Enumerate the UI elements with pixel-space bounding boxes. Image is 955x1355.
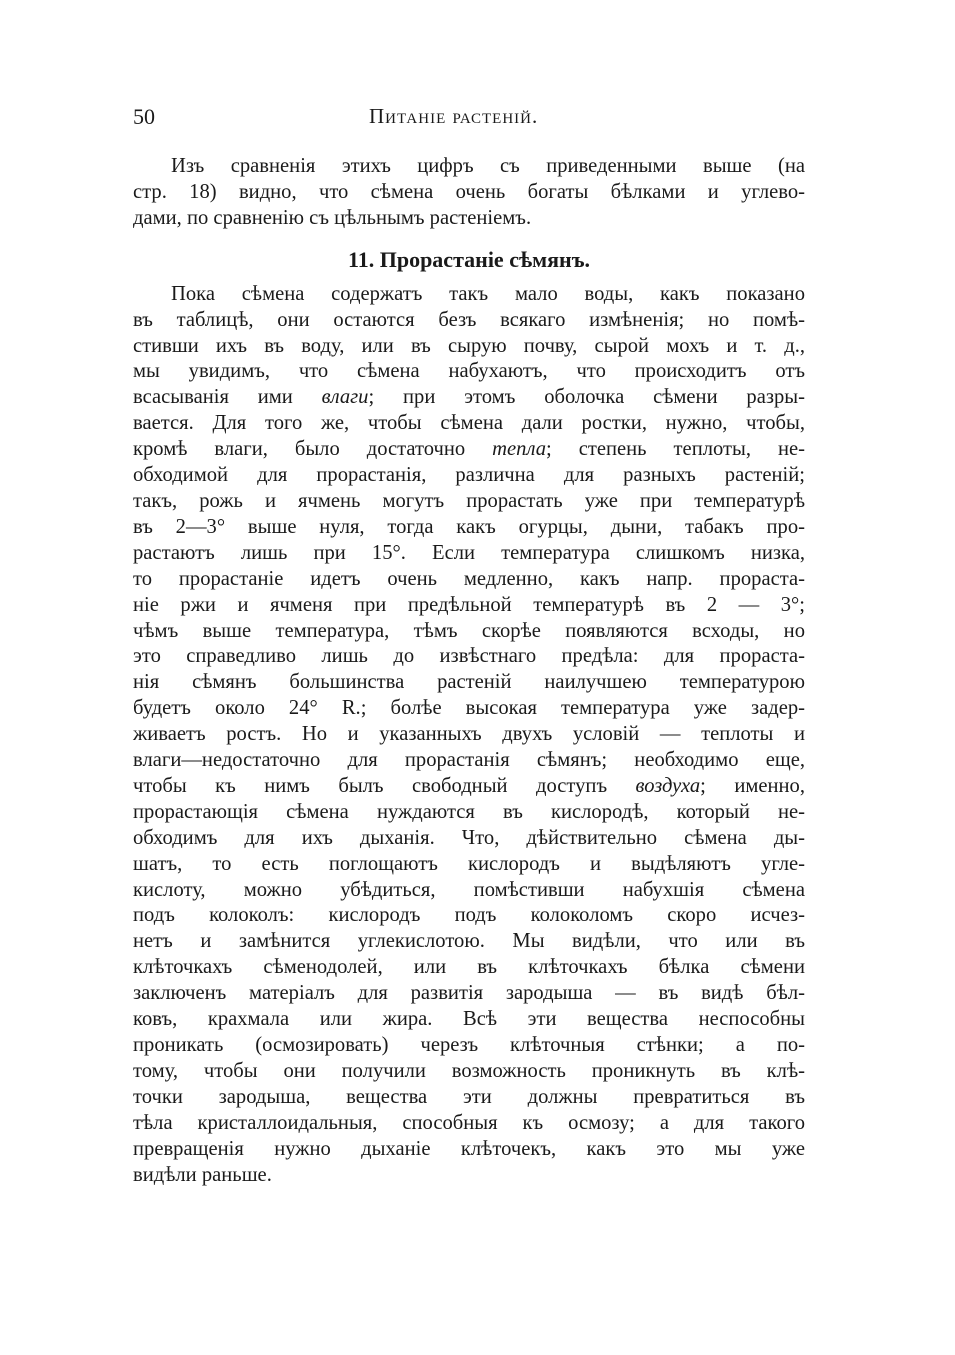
text-line: влаги—недостаточно для прорастанія сѣмянъ; необходимо еще,	[133, 749, 805, 772]
section-heading: 11. Прорастаніе сѣмянъ.	[347, 246, 591, 272]
text-line: такъ, рожь и ячмень могутъ прорастать уже при температурѣ	[133, 489, 805, 512]
text-line: обходимъ для ихъ дыханія. Что, дѣйствительно сѣмена ды-	[133, 826, 805, 849]
text-line: стр. 18) видно, что сѣмена очень богаты бѣлками и углево-	[133, 180, 805, 203]
text-line: всасыванія ими влаги; при этомъ оболочка сѣмени разры-	[133, 386, 805, 409]
text-line: Пока сѣмена содержатъ такъ мало воды, какъ показано	[171, 282, 805, 305]
text-line: заключенъ матеріалъ для развитія зародыша — въ видѣ бѣл-	[133, 982, 805, 1005]
text-line: растаютъ лишь при 15°. Если температура слишкомъ низка,	[133, 541, 805, 564]
text-line: ковъ, крахмала или жира. Всѣ эти вещества неспособны	[133, 1008, 805, 1031]
text-line: точки зародыша, вещества эти должны превратиться въ	[133, 1085, 805, 1108]
text-line: будетъ около 24° R.; болѣе высокая температура уже задер-	[133, 697, 805, 720]
text-line: нія сѣмянъ большинства растеній наилучшею температурою	[133, 671, 805, 694]
text-line: Изъ сравненія этихъ цифръ съ приведенными выше (на	[171, 155, 805, 177]
text-line: тому, чтобы они получили возможность проникнуть въ клѣ-	[133, 1059, 805, 1082]
text-line: чтобы къ нимъ былъ свободный доступъ воздуха; именно,	[133, 774, 805, 797]
text-line: стивши ихъ въ воду, или въ сырую почву, сырой мохъ и т. д.,	[133, 334, 805, 357]
text-line: чѣмъ выше температура, тѣмъ скорѣе появляются всходы, но	[133, 619, 805, 642]
text-line: тѣла кристаллоидальныя, способныя къ осмозу; а для такого	[133, 1111, 805, 1134]
text-line: ніе ржи и ячменя при предѣльной температурѣ въ 2 — 3°;	[133, 593, 805, 616]
text-line: въ таблицѣ, они остаются безъ всякаго измѣненія; но помѣ-	[133, 308, 805, 331]
text-line: клѣточкахъ сѣменодолей, или въ клѣточкахъ бѣлка сѣмени	[133, 956, 805, 979]
text-line: кромѣ влаги, было достаточно тепла; степень теплоты, не-	[133, 438, 805, 461]
text-line: подъ колоколъ: кислородъ подъ колоколомъ скоро исчез-	[133, 904, 805, 927]
text-line: шатъ, то есть поглощаютъ кислородъ и выдѣляютъ угле-	[133, 852, 805, 875]
text-line: дами, по сравненію съ цѣльнымъ растеніемъ.	[133, 206, 532, 229]
text-line: вается. Для того же, чтобы сѣмена дали ростки, нужно, чтобы,	[133, 412, 805, 435]
text-line: то прорастаніе идетъ очень медленно, какъ напр. прораста-	[133, 567, 805, 590]
page-header	[133, 104, 811, 138]
text-line: кислоту, можно убѣдиться, помѣстивши набухшія сѣмена	[133, 878, 805, 901]
page-content	[133, 154, 805, 1188]
running-title: Питаніе растеній.	[369, 104, 539, 128]
text-line: проникать (осмозировать) черезъ клѣточныя стѣнки; а по-	[133, 1034, 805, 1056]
page-number: 50	[133, 104, 155, 129]
body-paragraph	[133, 282, 805, 1189]
text-line: это справедливо лишь до извѣстнаго предѣла: для прораста-	[133, 645, 805, 668]
text-line: обходимой для прорастанія, различна для разныхъ растеній;	[133, 464, 805, 487]
text-line: мы увидимъ, что сѣмена набухаютъ, что происходитъ отъ	[133, 360, 805, 383]
text-line: нетъ и замѣнится углекислотою. Мы видѣли, что или въ	[133, 930, 805, 953]
intro-paragraph	[133, 154, 805, 232]
text-line: прорастающія сѣмена нуждаются въ кислородѣ, который не-	[133, 800, 805, 823]
text-line: живаетъ ростъ. Но и указанныхъ двухъ условій — теплоты и	[133, 723, 805, 746]
text-line: видѣли раньше.	[133, 1163, 272, 1186]
text-line: въ 2—3° выше нуля, тогда какъ огурцы, дыни, табакъ про-	[133, 515, 805, 538]
text-line: превращенія нужно дыханіе клѣточекъ, какъ это мы уже	[133, 1137, 805, 1160]
